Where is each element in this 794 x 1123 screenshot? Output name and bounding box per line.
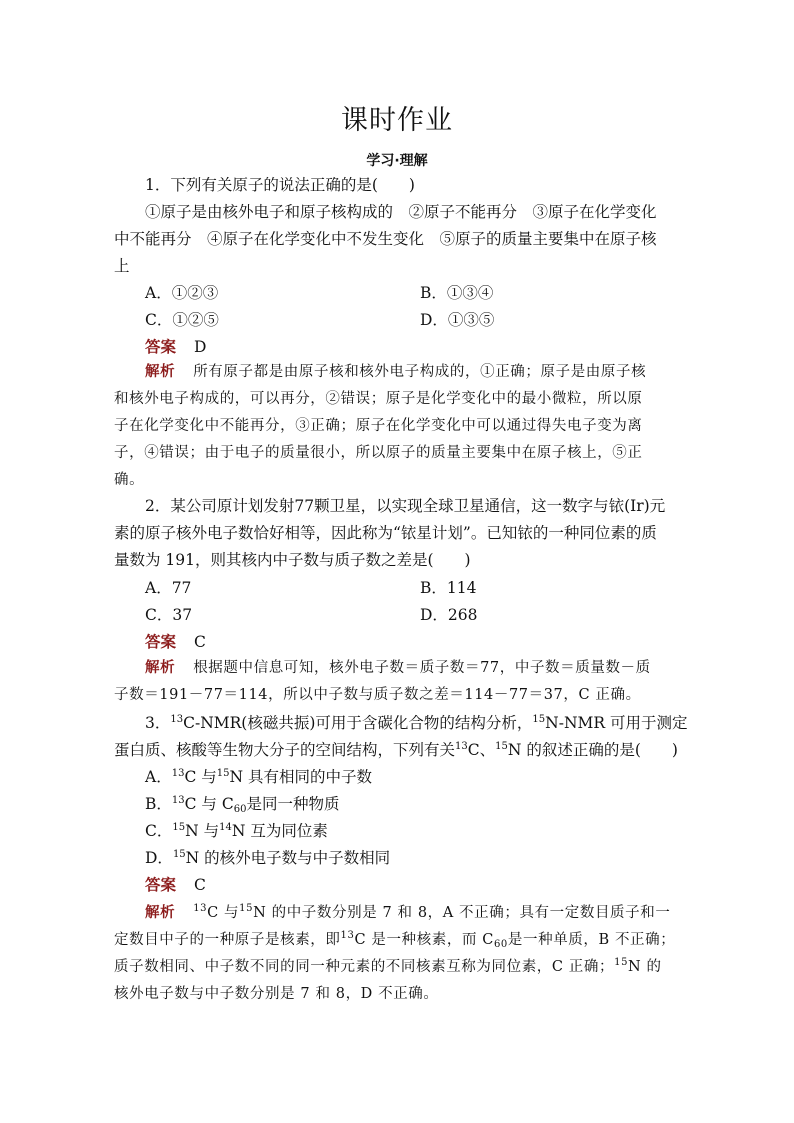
- explanation-label: 解析: [145, 905, 176, 921]
- q1-option-a: A．①②③: [145, 284, 219, 302]
- answer-label: 答案: [145, 633, 177, 651]
- q1-option-b: B．①③④: [420, 284, 494, 302]
- q2-stem-line: 量数为 191，则其核内中子数与质子数之差是( ): [114, 551, 471, 569]
- q1-option-d: D．①③⑤: [420, 311, 495, 329]
- option-text: C 与: [184, 768, 217, 786]
- explanation-text: 子，④错误；由于电子的质量很小，所以原子的质量主要集中在原子核上，⑤正: [114, 445, 643, 461]
- q3-text: C、: [467, 741, 496, 759]
- explanation-text: 确。: [114, 472, 145, 488]
- q1-statement-line: ①原子是由核外电子和原子核构成的 ②原子不能再分 ③原子在化学变化: [145, 203, 657, 221]
- option-text: 是同一种物质: [246, 795, 340, 813]
- isotope-mass: 13: [171, 795, 185, 806]
- q3-text: 蛋白质、核酸等生物大分子的空间结构，下列有关: [114, 741, 456, 759]
- q3-stem-line: [114, 740, 678, 760]
- q3-option-b: [145, 794, 339, 814]
- section-heading: 学习·理解: [366, 153, 428, 169]
- isotope-mass: 14: [219, 822, 232, 833]
- q2-option-a: A．77: [145, 579, 192, 597]
- q3-text: N-NMR 可用于测定: [545, 714, 688, 732]
- explanation-label: 解析: [145, 364, 176, 380]
- q2-option-b: B．114: [420, 579, 477, 597]
- option-text: C 与 C: [184, 795, 234, 813]
- q2-explanation: [145, 658, 651, 678]
- explanation-line: [114, 957, 662, 977]
- explanation-text: 质子数相同、中子数不同的同一种元素的不同核素互称为同位素，C 正确；: [114, 959, 615, 975]
- option-letter: A．: [145, 768, 172, 786]
- explanation-text: 定数目中子的一种原子是核素，即: [114, 932, 341, 948]
- q1-statement-line: 上: [114, 257, 130, 275]
- explanation-text: 所有原子都是由原子核和核外电子构成的，①正确；原子是由原子核: [193, 364, 647, 380]
- isotope-mass: 15: [239, 903, 254, 914]
- q3-option-d: [145, 848, 390, 868]
- q3-option-c: [145, 821, 328, 841]
- q1-answer: [145, 337, 206, 357]
- isotope-mass: 15: [172, 822, 186, 833]
- q2-stem: 2．某公司原计划发射77颗卫星，以实现全球卫星通信，这一数字与铱(Ir)元: [145, 497, 666, 515]
- explanation-text: 核外电子数与中子数分别是 7 和 8，D 不正确。: [114, 986, 439, 1002]
- q3-text: C-NMR(核磁共振)可用于含碳化合物的结构分析，: [183, 714, 533, 732]
- explanation-text: 子数＝191－77＝114，所以中子数与质子数之差＝114－77＝37，C 正确。: [114, 687, 641, 703]
- explanation-text: N 的: [628, 959, 662, 975]
- isotope-mass: 15: [532, 714, 546, 725]
- explanation-text: 根据题中信息可知，核外电子数＝质子数＝77，中子数＝质量数－质: [193, 660, 651, 676]
- option-text: N 与: [185, 822, 220, 840]
- isotope-mass: 13: [340, 930, 355, 941]
- explanation-text: C 与: [207, 905, 240, 921]
- q3-option-a: [145, 767, 372, 787]
- isotope-mass: 13: [193, 903, 208, 914]
- q3-answer: [145, 875, 206, 895]
- option-letter: D．: [145, 849, 173, 867]
- option-letter: B．: [145, 795, 172, 813]
- explanation-label: 解析: [145, 660, 176, 676]
- option-letter: C．: [145, 822, 173, 840]
- isotope-mass: 13: [171, 768, 185, 779]
- explanation-text: 是一种单质，B 不正确；: [507, 932, 676, 948]
- explanation-text: 子在化学变化中不能再分，③正确；原子在化学变化中可以通过得失电子变为离: [114, 418, 643, 434]
- q3-explanation: [145, 903, 670, 923]
- answer-value: C: [194, 633, 206, 651]
- q2-answer: [145, 632, 206, 652]
- option-text: N 的核外电子数与中子数相同: [185, 849, 391, 867]
- q1-stem: 1．下列有关原子的说法正确的是( ): [145, 176, 415, 194]
- subscript: 60: [493, 939, 508, 950]
- answer-value: C: [194, 876, 206, 894]
- explanation-text: N 的中子数分别是 7 和 8，A 不正确；具有一定数目质子和一: [253, 905, 671, 921]
- answer-value: D: [194, 338, 207, 356]
- option-text: N 互为同位素: [231, 822, 328, 840]
- q1-explanation: [145, 362, 646, 382]
- answer-label: 答案: [145, 338, 177, 356]
- explanation-text: C 是一种核素，而 C: [354, 932, 494, 948]
- q1-statement-line: 中不能再分 ④原子在化学变化中不发生变化 ⑤原子的质量主要集中在原子核: [114, 230, 657, 248]
- subscript: 60: [233, 804, 247, 815]
- isotope-mass: 13: [170, 714, 184, 725]
- isotope-mass: 15: [614, 957, 629, 968]
- isotope-mass: 13: [455, 741, 468, 752]
- q2-stem-line: 素的原子核外电子数恰好相等，因此称为“铱星计划”。已知铱的一种同位素的质: [114, 524, 657, 542]
- option-text: N 具有相同的中子数: [229, 768, 372, 786]
- explanation-text: 和核外电子构成的，可以再分，②错误；原子是化学变化中的最小微粒，所以原: [114, 391, 643, 407]
- answer-label: 答案: [145, 876, 177, 894]
- q2-option-d: D．268: [420, 606, 478, 624]
- q3-text: N 的叙述正确的是( ): [507, 741, 678, 759]
- page-title: 课时作业: [341, 105, 453, 136]
- q3-number: 3．: [145, 714, 171, 732]
- q2-option-c: C．37: [145, 606, 193, 624]
- q3-stem: [145, 713, 687, 733]
- isotope-mass: 15: [495, 741, 508, 752]
- explanation-line: [114, 930, 675, 950]
- isotope-mass: 15: [172, 849, 186, 860]
- q1-option-c: C．①②⑤: [145, 311, 219, 329]
- isotope-mass: 15: [216, 768, 230, 779]
